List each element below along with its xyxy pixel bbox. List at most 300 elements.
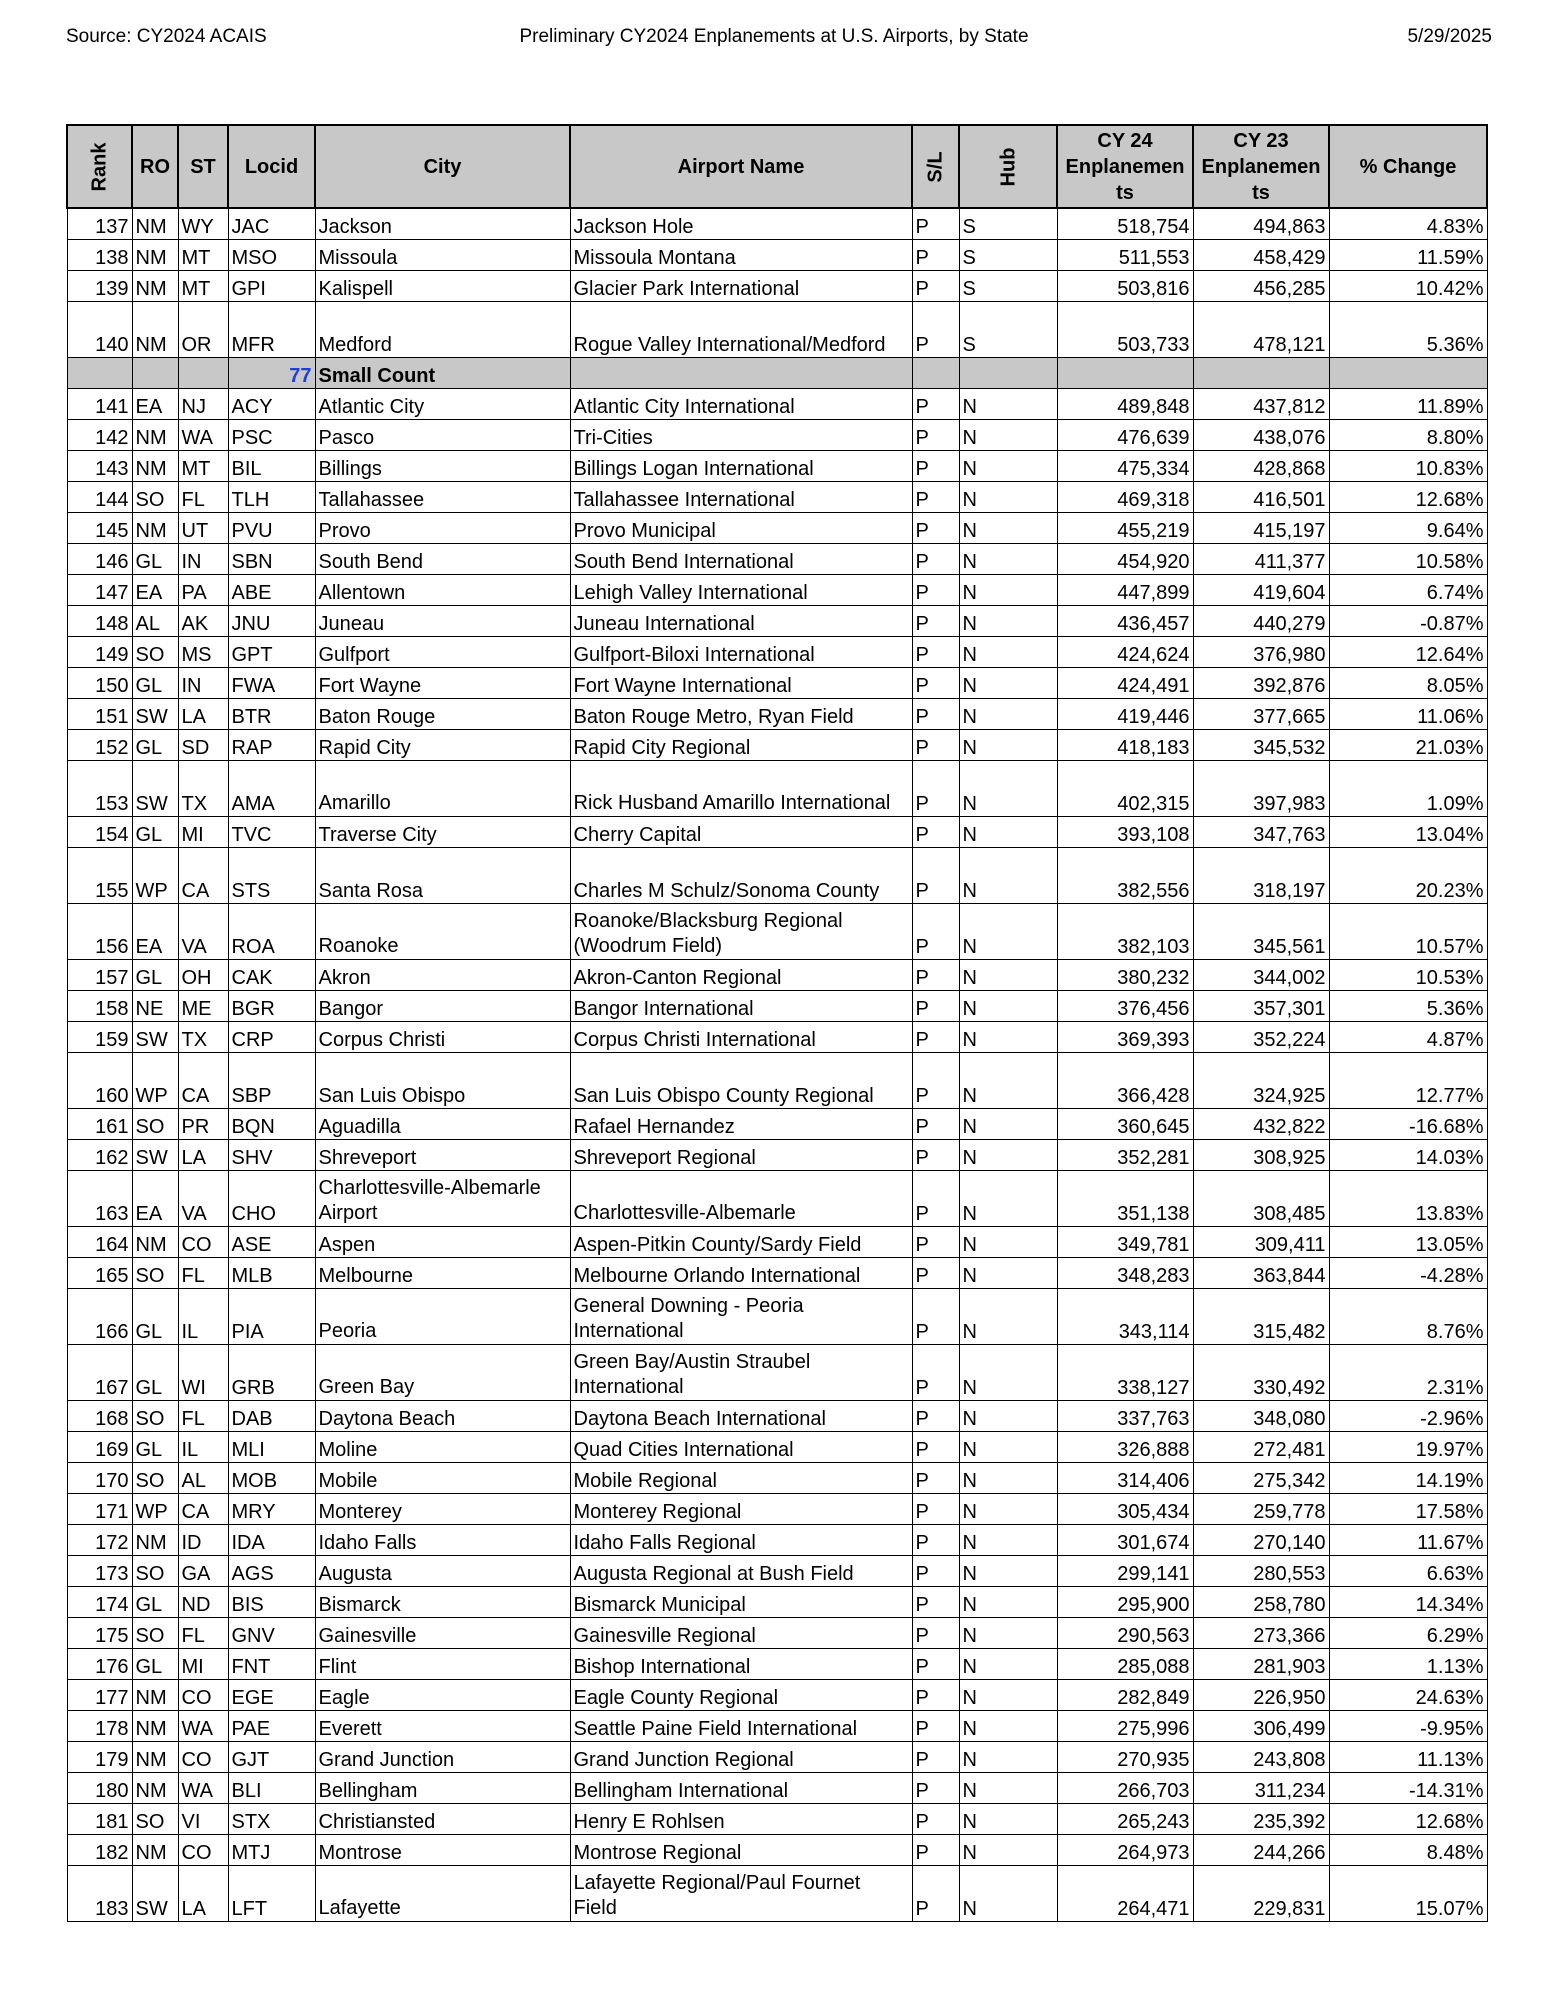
table-cell: 4.83% xyxy=(1329,208,1487,240)
table-cell: CA xyxy=(178,1053,228,1109)
table-row xyxy=(67,389,1487,420)
table-cell: Daytona Beach xyxy=(315,1401,570,1432)
table-row xyxy=(67,1742,1487,1773)
table-cell: GL xyxy=(132,817,178,848)
table-cell: 428,868 xyxy=(1193,451,1329,482)
table-cell: N xyxy=(959,606,1057,637)
table-cell: 183 xyxy=(67,1866,132,1922)
table-cell: Rogue Valley International/Medford xyxy=(570,302,912,358)
table-cell: Traverse City xyxy=(315,817,570,848)
table-cell: GL xyxy=(132,1289,178,1345)
table-row xyxy=(67,668,1487,699)
table-cell: EA xyxy=(132,904,178,960)
table-row xyxy=(67,761,1487,817)
table-cell: P xyxy=(912,1171,959,1227)
table-cell: N xyxy=(959,848,1057,904)
table-row xyxy=(67,1401,1487,1432)
table-cell: Rapid City xyxy=(315,730,570,761)
table-cell: Tallahassee xyxy=(315,482,570,513)
table-cell: Lafayette Regional/Paul Fournet Field xyxy=(570,1866,912,1922)
subtotal-count: 77 xyxy=(228,358,315,389)
table-cell: Atlantic City International xyxy=(570,389,912,420)
table-cell: 143 xyxy=(67,451,132,482)
table-cell: 15.07% xyxy=(1329,1866,1487,1922)
table-row xyxy=(67,848,1487,904)
table-cell: Charles M Schulz/Sonoma County xyxy=(570,848,912,904)
table-cell: P xyxy=(912,699,959,730)
table-cell: SD xyxy=(178,730,228,761)
table-cell: Charlottesville-Albemarle Airport xyxy=(315,1171,570,1227)
table-cell: Green Bay xyxy=(315,1345,570,1401)
table-cell: N xyxy=(959,389,1057,420)
table-row xyxy=(67,1866,1487,1922)
table-cell: 20.23% xyxy=(1329,848,1487,904)
table-cell: 162 xyxy=(67,1140,132,1171)
table-cell: N xyxy=(959,1053,1057,1109)
table-cell: 280,553 xyxy=(1193,1556,1329,1587)
table-cell: 511,553 xyxy=(1057,240,1193,271)
table-cell: MT xyxy=(178,451,228,482)
table-cell: 150 xyxy=(67,668,132,699)
table-cell: ID xyxy=(178,1525,228,1556)
table-cell: WP xyxy=(132,1494,178,1525)
table-cell: FL xyxy=(178,1401,228,1432)
table-row xyxy=(67,1649,1487,1680)
table-cell: BGR xyxy=(228,991,315,1022)
table-cell: 305,434 xyxy=(1057,1494,1193,1525)
table-cell: 270,140 xyxy=(1193,1525,1329,1556)
table-cell: 285,088 xyxy=(1057,1649,1193,1680)
table-cell: AL xyxy=(132,606,178,637)
table-cell: Bellingham International xyxy=(570,1773,912,1804)
table-row xyxy=(67,1258,1487,1289)
table-cell: P xyxy=(912,1053,959,1109)
table-cell: Eagle xyxy=(315,1680,570,1711)
table-cell: N xyxy=(959,575,1057,606)
table-cell: 309,411 xyxy=(1193,1227,1329,1258)
table-cell: ABE xyxy=(228,575,315,606)
table-cell: Christiansted xyxy=(315,1804,570,1835)
table-cell: 155 xyxy=(67,848,132,904)
table-cell: 330,492 xyxy=(1193,1345,1329,1401)
table-cell: P xyxy=(912,1463,959,1494)
table-cell: EA xyxy=(132,1171,178,1227)
table-cell: Corpus Christi xyxy=(315,1022,570,1053)
table-cell: WA xyxy=(178,1773,228,1804)
table-cell: N xyxy=(959,1742,1057,1773)
table-cell: N xyxy=(959,1618,1057,1649)
table-cell: P xyxy=(912,575,959,606)
table-cell: P xyxy=(912,1804,959,1835)
table-cell: 311,234 xyxy=(1193,1773,1329,1804)
table-cell: AGS xyxy=(228,1556,315,1587)
table-cell: Santa Rosa xyxy=(315,848,570,904)
table-row xyxy=(67,1289,1487,1345)
table-cell: N xyxy=(959,1432,1057,1463)
table-cell: ASE xyxy=(228,1227,315,1258)
table-cell: GL xyxy=(132,1432,178,1463)
table-row xyxy=(67,1525,1487,1556)
table-cell: P xyxy=(912,271,959,302)
table-cell: WP xyxy=(132,848,178,904)
table-cell: 8.48% xyxy=(1329,1835,1487,1866)
table-cell: ACY xyxy=(228,389,315,420)
nonhub-rows xyxy=(67,389,1487,1922)
table-cell: Billings Logan International xyxy=(570,451,912,482)
table-cell: Bismarck Municipal xyxy=(570,1587,912,1618)
table-cell: 159 xyxy=(67,1022,132,1053)
table-cell: TX xyxy=(178,1022,228,1053)
table-cell: FNT xyxy=(228,1649,315,1680)
table-cell: JAC xyxy=(228,208,315,240)
table-cell: 476,639 xyxy=(1057,420,1193,451)
table-cell: 8.80% xyxy=(1329,420,1487,451)
table-cell: 14.34% xyxy=(1329,1587,1487,1618)
table-cell: GL xyxy=(132,960,178,991)
table-cell: 503,816 xyxy=(1057,271,1193,302)
table-cell: WA xyxy=(178,420,228,451)
table-cell: 17.58% xyxy=(1329,1494,1487,1525)
table-cell: Montrose Regional xyxy=(570,1835,912,1866)
table-cell: NM xyxy=(132,420,178,451)
table-cell: 436,457 xyxy=(1057,606,1193,637)
table-row xyxy=(67,1227,1487,1258)
table-cell: Gainesville Regional xyxy=(570,1618,912,1649)
table-cell: GL xyxy=(132,544,178,575)
table-cell: NM xyxy=(132,271,178,302)
table-cell: Charlottesville-Albemarle xyxy=(570,1171,912,1227)
table-row xyxy=(67,817,1487,848)
table-cell: EGE xyxy=(228,1680,315,1711)
table-cell: 478,121 xyxy=(1193,302,1329,358)
table-cell: IDA xyxy=(228,1525,315,1556)
table-row xyxy=(67,730,1487,761)
table-cell: N xyxy=(959,960,1057,991)
table-row xyxy=(67,513,1487,544)
table-cell: MFR xyxy=(228,302,315,358)
table-cell: P xyxy=(912,1680,959,1711)
table-cell: Peoria xyxy=(315,1289,570,1345)
table-cell: 138 xyxy=(67,240,132,271)
table-cell: 11.59% xyxy=(1329,240,1487,271)
table-cell: WY xyxy=(178,208,228,240)
table-row xyxy=(67,1171,1487,1227)
table-cell: FL xyxy=(178,1258,228,1289)
report-source: Source: CY2024 ACAIS xyxy=(66,26,267,47)
table-cell: P xyxy=(912,544,959,575)
table-cell: P xyxy=(912,1711,959,1742)
table-cell: Grand Junction xyxy=(315,1742,570,1773)
table-cell: Juneau International xyxy=(570,606,912,637)
table-cell: N xyxy=(959,699,1057,730)
table-cell: 315,482 xyxy=(1193,1289,1329,1345)
table-cell: -0.87% xyxy=(1329,606,1487,637)
table-cell: NM xyxy=(132,451,178,482)
table-row xyxy=(67,1773,1487,1804)
table-cell: BQN xyxy=(228,1109,315,1140)
table-cell: 243,808 xyxy=(1193,1742,1329,1773)
table-cell: N xyxy=(959,817,1057,848)
table-cell: MTJ xyxy=(228,1835,315,1866)
table-cell: SBP xyxy=(228,1053,315,1109)
table-cell: LA xyxy=(178,1866,228,1922)
table-cell: S xyxy=(959,208,1057,240)
table-cell: LA xyxy=(178,699,228,730)
col-header-rank: Rank xyxy=(67,125,132,208)
col-header-locid: Locid xyxy=(228,125,315,208)
table-cell: 348,283 xyxy=(1057,1258,1193,1289)
table-cell: 349,781 xyxy=(1057,1227,1193,1258)
table-cell: Shreveport xyxy=(315,1140,570,1171)
table-cell: P xyxy=(912,960,959,991)
table-cell: 173 xyxy=(67,1556,132,1587)
table-cell: 10.83% xyxy=(1329,451,1487,482)
table-cell: Jackson xyxy=(315,208,570,240)
table-row xyxy=(67,1022,1487,1053)
table-cell: Mobile xyxy=(315,1463,570,1494)
table-cell: 363,844 xyxy=(1193,1258,1329,1289)
table-cell: 10.58% xyxy=(1329,544,1487,575)
table-cell: 308,925 xyxy=(1193,1140,1329,1171)
table-cell: 174 xyxy=(67,1587,132,1618)
table-cell: P xyxy=(912,1525,959,1556)
table-cell: MT xyxy=(178,271,228,302)
table-cell: 380,232 xyxy=(1057,960,1193,991)
table-cell: Idaho Falls Regional xyxy=(570,1525,912,1556)
table-row xyxy=(67,699,1487,730)
table-cell: 6.63% xyxy=(1329,1556,1487,1587)
table-cell: NM xyxy=(132,1227,178,1258)
table-row xyxy=(67,451,1487,482)
table-row xyxy=(67,1618,1487,1649)
table-cell: 275,996 xyxy=(1057,1711,1193,1742)
table-cell: JNU xyxy=(228,606,315,637)
table-cell: Monterey xyxy=(315,1494,570,1525)
table-cell: N xyxy=(959,730,1057,761)
table-cell: 419,604 xyxy=(1193,575,1329,606)
table-cell: 172 xyxy=(67,1525,132,1556)
table-cell: P xyxy=(912,1494,959,1525)
table-cell: 21.03% xyxy=(1329,730,1487,761)
table-row xyxy=(67,271,1487,302)
table-cell: PAE xyxy=(228,1711,315,1742)
table-cell: 170 xyxy=(67,1463,132,1494)
table-cell: NM xyxy=(132,1711,178,1742)
table-cell: 14.03% xyxy=(1329,1140,1487,1171)
table-cell: P xyxy=(912,1345,959,1401)
table-cell: 366,428 xyxy=(1057,1053,1193,1109)
table-cell: 345,561 xyxy=(1193,904,1329,960)
table-cell: Quad Cities International xyxy=(570,1432,912,1463)
table-cell: 518,754 xyxy=(1057,208,1193,240)
table-cell: 282,849 xyxy=(1057,1680,1193,1711)
table-cell: 318,197 xyxy=(1193,848,1329,904)
table-cell: Bellingham xyxy=(315,1773,570,1804)
table-cell: 306,499 xyxy=(1193,1711,1329,1742)
table-cell: 393,108 xyxy=(1057,817,1193,848)
table-cell: N xyxy=(959,1171,1057,1227)
table-cell: 182 xyxy=(67,1835,132,1866)
table-cell: 157 xyxy=(67,960,132,991)
table-cell: 369,393 xyxy=(1057,1022,1193,1053)
table-cell: 137 xyxy=(67,208,132,240)
table-cell: Baton Rouge Metro, Ryan Field xyxy=(570,699,912,730)
table-cell: N xyxy=(959,1866,1057,1922)
table-cell: Kalispell xyxy=(315,271,570,302)
table-cell: Roanoke xyxy=(315,904,570,960)
table-cell: PVU xyxy=(228,513,315,544)
table-cell: 149 xyxy=(67,637,132,668)
table-cell: N xyxy=(959,991,1057,1022)
table-cell: NM xyxy=(132,1680,178,1711)
table-cell: 259,778 xyxy=(1193,1494,1329,1525)
table-cell: 418,183 xyxy=(1057,730,1193,761)
table-cell: N xyxy=(959,1773,1057,1804)
table-cell: CA xyxy=(178,848,228,904)
table-cell: 8.76% xyxy=(1329,1289,1487,1345)
table-cell: P xyxy=(912,1556,959,1587)
table-row xyxy=(67,1109,1487,1140)
table-cell: OR xyxy=(178,302,228,358)
col-header-sl: S/L xyxy=(912,125,959,208)
table-cell: S xyxy=(959,271,1057,302)
table-cell: 180 xyxy=(67,1773,132,1804)
table-cell: TLH xyxy=(228,482,315,513)
table-cell: 163 xyxy=(67,1171,132,1227)
table-cell: 148 xyxy=(67,606,132,637)
table-cell: N xyxy=(959,513,1057,544)
table-cell: NM xyxy=(132,513,178,544)
table-cell: SO xyxy=(132,1556,178,1587)
table-row xyxy=(67,1804,1487,1835)
table-cell: NJ xyxy=(178,389,228,420)
table-row xyxy=(67,1432,1487,1463)
table-cell: -16.68% xyxy=(1329,1109,1487,1140)
table-cell: 258,780 xyxy=(1193,1587,1329,1618)
table-cell: 1.13% xyxy=(1329,1649,1487,1680)
table-cell: Grand Junction Regional xyxy=(570,1742,912,1773)
table-cell: N xyxy=(959,420,1057,451)
table-cell: PA xyxy=(178,575,228,606)
table-cell: Lehigh Valley International xyxy=(570,575,912,606)
table-cell: WA xyxy=(178,1711,228,1742)
table-cell: Glacier Park International xyxy=(570,271,912,302)
table-cell: RAP xyxy=(228,730,315,761)
table-cell: Melbourne Orlando International xyxy=(570,1258,912,1289)
table-cell: 345,532 xyxy=(1193,730,1329,761)
table-cell: 503,733 xyxy=(1057,302,1193,358)
table-cell: NM xyxy=(132,302,178,358)
table-cell: P xyxy=(912,668,959,699)
table-cell: 437,812 xyxy=(1193,389,1329,420)
table-cell: CO xyxy=(178,1742,228,1773)
table-cell: 326,888 xyxy=(1057,1432,1193,1463)
table-cell: 281,903 xyxy=(1193,1649,1329,1680)
table-cell: N xyxy=(959,482,1057,513)
table-cell: Shreveport Regional xyxy=(570,1140,912,1171)
table-cell: 5.36% xyxy=(1329,302,1487,358)
table-cell: AL xyxy=(178,1463,228,1494)
table-cell: 9.64% xyxy=(1329,513,1487,544)
table-cell: 11.06% xyxy=(1329,699,1487,730)
table-cell: LA xyxy=(178,1140,228,1171)
table-cell: FWA xyxy=(228,668,315,699)
table-cell: BIL xyxy=(228,451,315,482)
col-header-hub: Hub xyxy=(959,125,1057,208)
table-cell: P xyxy=(912,302,959,358)
table-cell: 308,485 xyxy=(1193,1171,1329,1227)
table-cell: 167 xyxy=(67,1345,132,1401)
table-cell: 469,318 xyxy=(1057,482,1193,513)
table-cell: Everett xyxy=(315,1711,570,1742)
table-row xyxy=(67,240,1487,271)
table-cell: 489,848 xyxy=(1057,389,1193,420)
table-cell: N xyxy=(959,637,1057,668)
table-cell: 352,224 xyxy=(1193,1022,1329,1053)
table-row xyxy=(67,575,1487,606)
table-cell: N xyxy=(959,904,1057,960)
report-title: Preliminary CY2024 Enplanements at U.S. Airports, by State xyxy=(519,26,1029,47)
table-cell: Idaho Falls xyxy=(315,1525,570,1556)
table-cell: 382,103 xyxy=(1057,904,1193,960)
table-cell: 13.83% xyxy=(1329,1171,1487,1227)
table-cell: Rick Husband Amarillo International xyxy=(570,761,912,817)
table-cell: P xyxy=(912,1022,959,1053)
table-cell: N xyxy=(959,1345,1057,1401)
table-row xyxy=(67,1345,1487,1401)
table-cell: N xyxy=(959,1835,1057,1866)
table-cell: 419,446 xyxy=(1057,699,1193,730)
table-cell: NM xyxy=(132,1773,178,1804)
table-cell: S xyxy=(959,302,1057,358)
table-cell: PR xyxy=(178,1109,228,1140)
table-cell: Juneau xyxy=(315,606,570,637)
table-cell: AMA xyxy=(228,761,315,817)
table-cell: 235,392 xyxy=(1193,1804,1329,1835)
table-cell: Rafael Hernandez xyxy=(570,1109,912,1140)
table-cell: IN xyxy=(178,668,228,699)
table-cell: P xyxy=(912,1773,959,1804)
table-cell: Akron xyxy=(315,960,570,991)
table-cell: Daytona Beach International xyxy=(570,1401,912,1432)
table-cell: MLB xyxy=(228,1258,315,1289)
table-cell: SW xyxy=(132,761,178,817)
report-date: 5/29/2025 xyxy=(1407,26,1492,47)
table-cell: 151 xyxy=(67,699,132,730)
table-row xyxy=(67,1835,1487,1866)
table-cell: 352,281 xyxy=(1057,1140,1193,1171)
table-cell: ND xyxy=(178,1587,228,1618)
table-cell: 8.05% xyxy=(1329,668,1487,699)
table-row xyxy=(67,1140,1487,1171)
table-cell: Billings xyxy=(315,451,570,482)
table-cell: 397,983 xyxy=(1193,761,1329,817)
table-cell: 161 xyxy=(67,1109,132,1140)
small-hub-rows xyxy=(67,208,1487,358)
table-cell: WI xyxy=(178,1345,228,1401)
table-cell: GL xyxy=(132,668,178,699)
table-cell: P xyxy=(912,606,959,637)
table-cell: 314,406 xyxy=(1057,1463,1193,1494)
table-cell: Tri-Cities xyxy=(570,420,912,451)
table-cell: 11.13% xyxy=(1329,1742,1487,1773)
table-cell: General Downing - Peoria International xyxy=(570,1289,912,1345)
table-cell: IL xyxy=(178,1289,228,1345)
table-row xyxy=(67,482,1487,513)
table-cell: GPT xyxy=(228,637,315,668)
table-cell: Corpus Christi International xyxy=(570,1022,912,1053)
table-cell: 153 xyxy=(67,761,132,817)
